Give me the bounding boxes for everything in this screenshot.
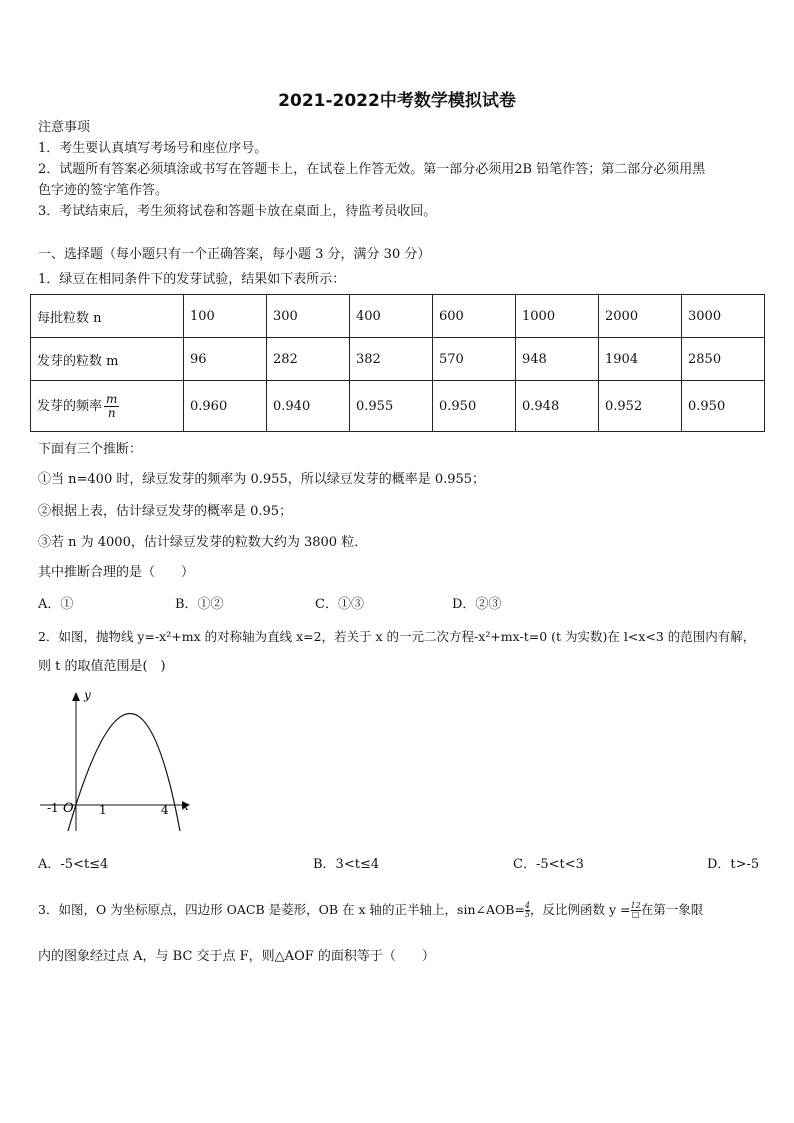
y-axis-arrow-icon [72, 692, 80, 701]
neg-one-label: -1 [47, 801, 59, 815]
option-a[interactable]: A．① [38, 597, 74, 612]
fraction-numerator: m [106, 391, 118, 406]
table-cell-header [31, 381, 184, 432]
fraction-numerator: 12 [630, 901, 641, 910]
table-cell: 3000 [682, 295, 765, 338]
q3-stem-part: ，反比例函数 y = [530, 902, 631, 917]
fraction-m-over-n [104, 393, 119, 420]
notice-item: 1．考生要认真填写考场号和座位序号。 [38, 141, 268, 156]
table-cell: 600 [433, 295, 516, 338]
table-cell: 1904 [599, 338, 682, 381]
table-cell: 0.960 [184, 381, 267, 432]
germination-table [30, 294, 765, 432]
option-d[interactable]: D．②③ [452, 597, 502, 612]
option-b[interactable]: B．①② [175, 597, 224, 612]
frequency-label: 发芽的频率 [37, 398, 103, 414]
table-cell: 2000 [599, 295, 682, 338]
table-row [31, 381, 765, 432]
table-cell: 100 [184, 295, 267, 338]
q1-inference: ②根据上表，估计绿豆发芽的概率是 0.95； [38, 504, 293, 519]
page-title: 2021-2022中考数学模拟试卷 [278, 91, 516, 111]
table-cell: 0.955 [350, 381, 433, 432]
q1-inference: ③若 n 为 4000，估计绿豆发芽的粒数大约为 3800 粒． [38, 535, 368, 550]
table-cell: 300 [267, 295, 350, 338]
q3-stem-part: 3．如图，O 为坐标原点，四边形 OACB 是菱形，OB 在 x 轴的正半轴上，sin∠AOB= [38, 902, 525, 917]
q2-stem: 则 t 的取值范围是( ) [38, 659, 166, 674]
option-b[interactable]: B．3<t≤4 [313, 857, 380, 872]
origin-label: O [63, 801, 74, 816]
q1-question: 其中推断合理的是（ ） [38, 565, 195, 580]
section-heading: 一、选择题（每小题只有一个正确答案，每小题 3 分，满分 30 分） [38, 247, 431, 262]
fraction-denominator: □ [631, 910, 640, 919]
table-cell: 282 [267, 338, 350, 381]
option-a[interactable]: A．-5<t≤4 [38, 857, 109, 872]
fraction-denominator: 5 [524, 910, 531, 919]
notice-heading: 注意事项 [38, 120, 91, 135]
tick-label-4: 4 [161, 803, 169, 817]
q1-inference: ①当 n=400 时，绿豆发芽的频率为 0.955，所以绿豆发芽的概率是 0.955； [38, 472, 486, 487]
table-cell: 2850 [682, 338, 765, 381]
table-cell: 570 [433, 338, 516, 381]
q1-stem: 1．绿豆在相同条件下的发芽试验，结果如下表所示： [38, 272, 346, 287]
notice-item: 色字迹的签字笔作答。 [38, 183, 169, 198]
table-cell: 1000 [516, 295, 599, 338]
q1-intro: 下面有三个推断： [38, 442, 143, 457]
x-axis-label: x [182, 799, 189, 813]
table-row [31, 338, 765, 381]
tick-label-1: 1 [99, 803, 107, 817]
k-fraction [631, 902, 641, 919]
table-cell: 0.948 [516, 381, 599, 432]
table-cell: 400 [350, 295, 433, 338]
q3-stem [38, 900, 703, 920]
table-cell: 0.950 [682, 381, 765, 432]
table-cell-header: 每批粒数 n [31, 295, 184, 338]
q2-stem: 2．如图，抛物线 y=-x²+mx 的对称轴为直线 x=2，若关于 x 的一元二次方程-x²+mx-t=0 (t 为实数)在 l<x<3 的范围内有解， [38, 629, 756, 644]
option-d[interactable]: D．t>-5 [707, 857, 760, 872]
option-c[interactable]: C．①③ [315, 597, 364, 612]
table-row [31, 295, 765, 338]
table-cell: 0.952 [599, 381, 682, 432]
y-axis-label: y [84, 688, 91, 702]
table-cell: 96 [184, 338, 267, 381]
table-cell-header: 发芽的粒数 m [31, 338, 184, 381]
q3-stem-part: 在第一象限 [640, 902, 704, 917]
parabola-graph [30, 686, 200, 836]
notice-item: 2．试题所有答案必须填涂或书写在答题卡上，在试卷上作答无效。第一部分必须用2B 铅笔作答；第二部分必须用黑 [38, 162, 706, 177]
notice-item: 3．考试结束后，考生须将试卷和答题卡放在桌面上，待监考员收回。 [38, 204, 437, 219]
table-cell: 382 [350, 338, 433, 381]
table-cell: 0.940 [267, 381, 350, 432]
option-c[interactable]: C．-5<t<3 [513, 857, 584, 872]
table-cell: 948 [516, 338, 599, 381]
fraction-numerator: 4 [524, 901, 531, 910]
table-cell: 0.950 [433, 381, 516, 432]
q3-stem: 内的图象经过点 A，与 BC 交于点 F，则△AOF 的面积等于（ ） [38, 949, 435, 964]
fraction-denominator: n [107, 405, 116, 420]
